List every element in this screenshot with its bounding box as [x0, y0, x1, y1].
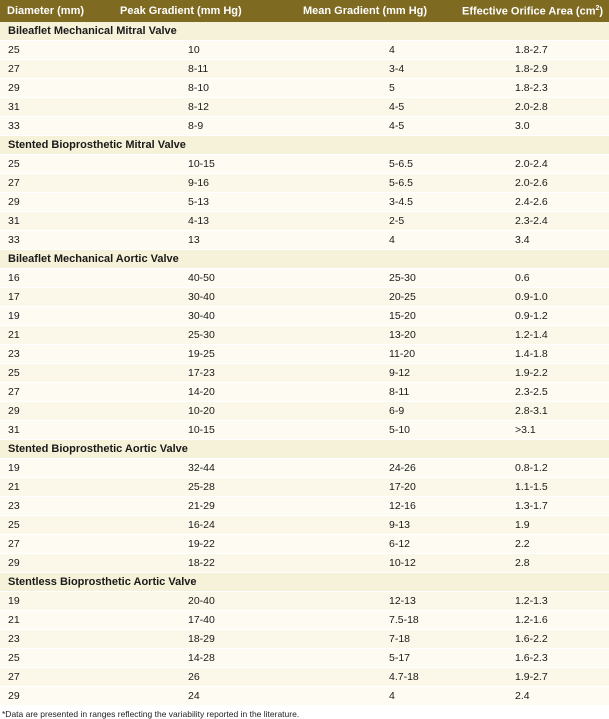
- cell-effective-orifice-area: 0.9-1.2: [455, 307, 609, 326]
- cell-mean-gradient: 5-6.5: [296, 174, 455, 193]
- section-header-row: [0, 573, 609, 592]
- cell-effective-orifice-area: 3.0: [455, 117, 609, 136]
- cell-mean-gradient: 5-10: [296, 421, 455, 440]
- cell-peak-gradient: 17-23: [113, 364, 296, 383]
- section-header-row: [0, 250, 609, 269]
- cell-diameter: 29: [0, 193, 113, 212]
- cell-diameter: 31: [0, 98, 113, 117]
- cell-mean-gradient: 4.7-18: [296, 668, 455, 687]
- cell-peak-gradient: 8-11: [113, 60, 296, 79]
- cell-mean-gradient: 2-5: [296, 212, 455, 231]
- cell-diameter: 21: [0, 478, 113, 497]
- footnote: *Data are presented in ranges reflecting the variability reported in the literature.: [2, 709, 300, 719]
- table-row: [0, 193, 609, 212]
- table-row: [0, 516, 609, 535]
- cell-effective-orifice-area: 3.4: [455, 231, 609, 250]
- cell-effective-orifice-area: 2.4-2.6: [455, 193, 609, 212]
- cell-mean-gradient: 24-26: [296, 459, 455, 478]
- cell-peak-gradient: 18-22: [113, 554, 296, 573]
- cell-mean-gradient: 9-12: [296, 364, 455, 383]
- cell-mean-gradient: 8-11: [296, 383, 455, 402]
- cell-effective-orifice-area: 2.2: [455, 535, 609, 554]
- section-header-row: [0, 440, 609, 459]
- cell-effective-orifice-area: 2.4: [455, 687, 609, 706]
- table-row: [0, 288, 609, 307]
- cell-diameter: 25: [0, 41, 113, 60]
- cell-diameter: 25: [0, 649, 113, 668]
- cell-diameter: 27: [0, 383, 113, 402]
- cell-effective-orifice-area: 1.8-2.3: [455, 79, 609, 98]
- table-row: [0, 687, 609, 706]
- cell-effective-orifice-area: 0.8-1.2: [455, 459, 609, 478]
- cell-effective-orifice-area: 1.9-2.7: [455, 668, 609, 687]
- cell-peak-gradient: 30-40: [113, 288, 296, 307]
- cell-mean-gradient: 11-20: [296, 345, 455, 364]
- table-row: [0, 79, 609, 98]
- cell-peak-gradient: 21-29: [113, 497, 296, 516]
- cell-peak-gradient: 20-40: [113, 592, 296, 611]
- table-row: [0, 326, 609, 345]
- cell-diameter: 19: [0, 307, 113, 326]
- cell-diameter: 33: [0, 231, 113, 250]
- cell-mean-gradient: 4: [296, 41, 455, 60]
- cell-effective-orifice-area: 1.2-1.6: [455, 611, 609, 630]
- cell-peak-gradient: 19-25: [113, 345, 296, 364]
- header-mean-gradient: Mean Gradient (mm Hg): [296, 0, 455, 22]
- table-row: [0, 269, 609, 288]
- table-row: [0, 611, 609, 630]
- cell-effective-orifice-area: 2.3-2.4: [455, 212, 609, 231]
- cell-peak-gradient: 10-20: [113, 402, 296, 421]
- table-row: [0, 41, 609, 60]
- cell-mean-gradient: 5: [296, 79, 455, 98]
- section-title: Stented Bioprosthetic Aortic Valve: [0, 440, 609, 459]
- cell-peak-gradient: 9-16: [113, 174, 296, 193]
- cell-mean-gradient: 4-5: [296, 117, 455, 136]
- cell-mean-gradient: 17-20: [296, 478, 455, 497]
- table-row: [0, 421, 609, 440]
- header-effective-orifice-area: Effective Orifice Area $(cm^2)$: [455, 0, 609, 22]
- cell-peak-gradient: 8-10: [113, 79, 296, 98]
- table-row: [0, 535, 609, 554]
- cell-mean-gradient: 7.5-18: [296, 611, 455, 630]
- cell-peak-gradient: 19-22: [113, 535, 296, 554]
- table-row: [0, 592, 609, 611]
- section-title: Bileaflet Mechanical Mitral Valve: [0, 22, 609, 41]
- table-body: [0, 22, 609, 706]
- header-row: [0, 0, 609, 22]
- cell-diameter: 19: [0, 592, 113, 611]
- cell-diameter: 17: [0, 288, 113, 307]
- header-diameter: Diameter (mm): [0, 0, 113, 22]
- cell-peak-gradient: 30-40: [113, 307, 296, 326]
- cell-peak-gradient: 13: [113, 231, 296, 250]
- table-row: [0, 98, 609, 117]
- cell-effective-orifice-area: 0.6: [455, 269, 609, 288]
- cell-effective-orifice-area: 1.3-1.7: [455, 497, 609, 516]
- cell-peak-gradient: 26: [113, 668, 296, 687]
- cell-diameter: 29: [0, 402, 113, 421]
- cell-effective-orifice-area: 1.1-1.5: [455, 478, 609, 497]
- cell-effective-orifice-area: 1.2-1.4: [455, 326, 609, 345]
- cell-mean-gradient: 7-18: [296, 630, 455, 649]
- cell-peak-gradient: 18-29: [113, 630, 296, 649]
- cell-effective-orifice-area: 1.4-1.8: [455, 345, 609, 364]
- cell-mean-gradient: 4-5: [296, 98, 455, 117]
- cell-diameter: 31: [0, 212, 113, 231]
- cell-effective-orifice-area: 2.0-2.8: [455, 98, 609, 117]
- cell-effective-orifice-area: 2.3-2.5: [455, 383, 609, 402]
- cell-peak-gradient: 16-24: [113, 516, 296, 535]
- cell-diameter: 27: [0, 174, 113, 193]
- cell-diameter: 21: [0, 326, 113, 345]
- cell-mean-gradient: 12-16: [296, 497, 455, 516]
- table-row: [0, 497, 609, 516]
- table-row: [0, 345, 609, 364]
- cell-mean-gradient: 6-12: [296, 535, 455, 554]
- cell-mean-gradient: 12-13: [296, 592, 455, 611]
- cell-effective-orifice-area: 2.8: [455, 554, 609, 573]
- cell-mean-gradient: 9-13: [296, 516, 455, 535]
- cell-peak-gradient: 40-50: [113, 269, 296, 288]
- table-row: [0, 668, 609, 687]
- cell-effective-orifice-area: 1.8-2.7: [455, 41, 609, 60]
- cell-mean-gradient: 4: [296, 687, 455, 706]
- cell-peak-gradient: 10-15: [113, 421, 296, 440]
- cell-mean-gradient: 3-4.5: [296, 193, 455, 212]
- table-row: [0, 459, 609, 478]
- cell-peak-gradient: 25-30: [113, 326, 296, 345]
- cell-effective-orifice-area: >3.1: [455, 421, 609, 440]
- cell-mean-gradient: 6-9: [296, 402, 455, 421]
- cell-effective-orifice-area: 1.8-2.9: [455, 60, 609, 79]
- table-row: [0, 212, 609, 231]
- table-row: [0, 649, 609, 668]
- cell-mean-gradient: 13-20: [296, 326, 455, 345]
- cell-diameter: 23: [0, 345, 113, 364]
- cell-mean-gradient: 4: [296, 231, 455, 250]
- cell-mean-gradient: 3-4: [296, 60, 455, 79]
- cell-mean-gradient: 25-30: [296, 269, 455, 288]
- cell-diameter: 21: [0, 611, 113, 630]
- cell-mean-gradient: 20-25: [296, 288, 455, 307]
- cell-effective-orifice-area: 1.9: [455, 516, 609, 535]
- cell-mean-gradient: 5-17: [296, 649, 455, 668]
- cell-mean-gradient: 5-6.5: [296, 155, 455, 174]
- cell-peak-gradient: 10-15: [113, 155, 296, 174]
- cell-diameter: 33: [0, 117, 113, 136]
- table-row: [0, 554, 609, 573]
- cell-diameter: 27: [0, 60, 113, 79]
- table-row: [0, 364, 609, 383]
- cell-diameter: 25: [0, 364, 113, 383]
- cell-effective-orifice-area: 2.0-2.4: [455, 155, 609, 174]
- cell-diameter: 16: [0, 269, 113, 288]
- cell-peak-gradient: 24: [113, 687, 296, 706]
- table-row: [0, 117, 609, 136]
- cell-effective-orifice-area: 0.9-1.0: [455, 288, 609, 307]
- cell-effective-orifice-area: 1.2-1.3: [455, 592, 609, 611]
- cell-diameter: 25: [0, 516, 113, 535]
- cell-diameter: 29: [0, 79, 113, 98]
- table-row: [0, 478, 609, 497]
- cell-diameter: 23: [0, 630, 113, 649]
- table-row: [0, 231, 609, 250]
- cell-mean-gradient: 10-12: [296, 554, 455, 573]
- table-row: [0, 155, 609, 174]
- cell-effective-orifice-area: 2.0-2.6: [455, 174, 609, 193]
- cell-diameter: 25: [0, 155, 113, 174]
- cell-peak-gradient: 14-20: [113, 383, 296, 402]
- cell-mean-gradient: 15-20: [296, 307, 455, 326]
- cell-diameter: 19: [0, 459, 113, 478]
- cell-peak-gradient: 4-13: [113, 212, 296, 231]
- table-row: [0, 630, 609, 649]
- header-peak-gradient: Peak Gradient (mm Hg): [113, 0, 296, 22]
- section-title: Stentless Bioprosthetic Aortic Valve: [0, 573, 609, 592]
- cell-diameter: 23: [0, 497, 113, 516]
- section-title: Stented Bioprosthetic Mitral Valve: [0, 136, 609, 155]
- cell-effective-orifice-area: 1.6-2.3: [455, 649, 609, 668]
- cell-peak-gradient: 8-12: [113, 98, 296, 117]
- section-title: Bileaflet Mechanical Aortic Valve: [0, 250, 609, 269]
- cell-peak-gradient: 10: [113, 41, 296, 60]
- cell-effective-orifice-area: 1.9-2.2: [455, 364, 609, 383]
- table-row: [0, 307, 609, 326]
- cell-diameter: 29: [0, 554, 113, 573]
- cell-diameter: 29: [0, 687, 113, 706]
- table-row: [0, 174, 609, 193]
- cell-effective-orifice-area: 2.8-3.1: [455, 402, 609, 421]
- cell-diameter: 31: [0, 421, 113, 440]
- cell-diameter: 27: [0, 535, 113, 554]
- table-row: [0, 383, 609, 402]
- cell-peak-gradient: 17-40: [113, 611, 296, 630]
- section-header-row: [0, 22, 609, 41]
- cell-peak-gradient: 25-28: [113, 478, 296, 497]
- cell-effective-orifice-area: 1.6-2.2: [455, 630, 609, 649]
- table-row: [0, 60, 609, 79]
- cell-peak-gradient: 32-44: [113, 459, 296, 478]
- cell-diameter: 27: [0, 668, 113, 687]
- cell-peak-gradient: 14-28: [113, 649, 296, 668]
- cell-peak-gradient: 5-13: [113, 193, 296, 212]
- table-row: [0, 402, 609, 421]
- section-header-row: [0, 136, 609, 155]
- cell-peak-gradient: 8-9: [113, 117, 296, 136]
